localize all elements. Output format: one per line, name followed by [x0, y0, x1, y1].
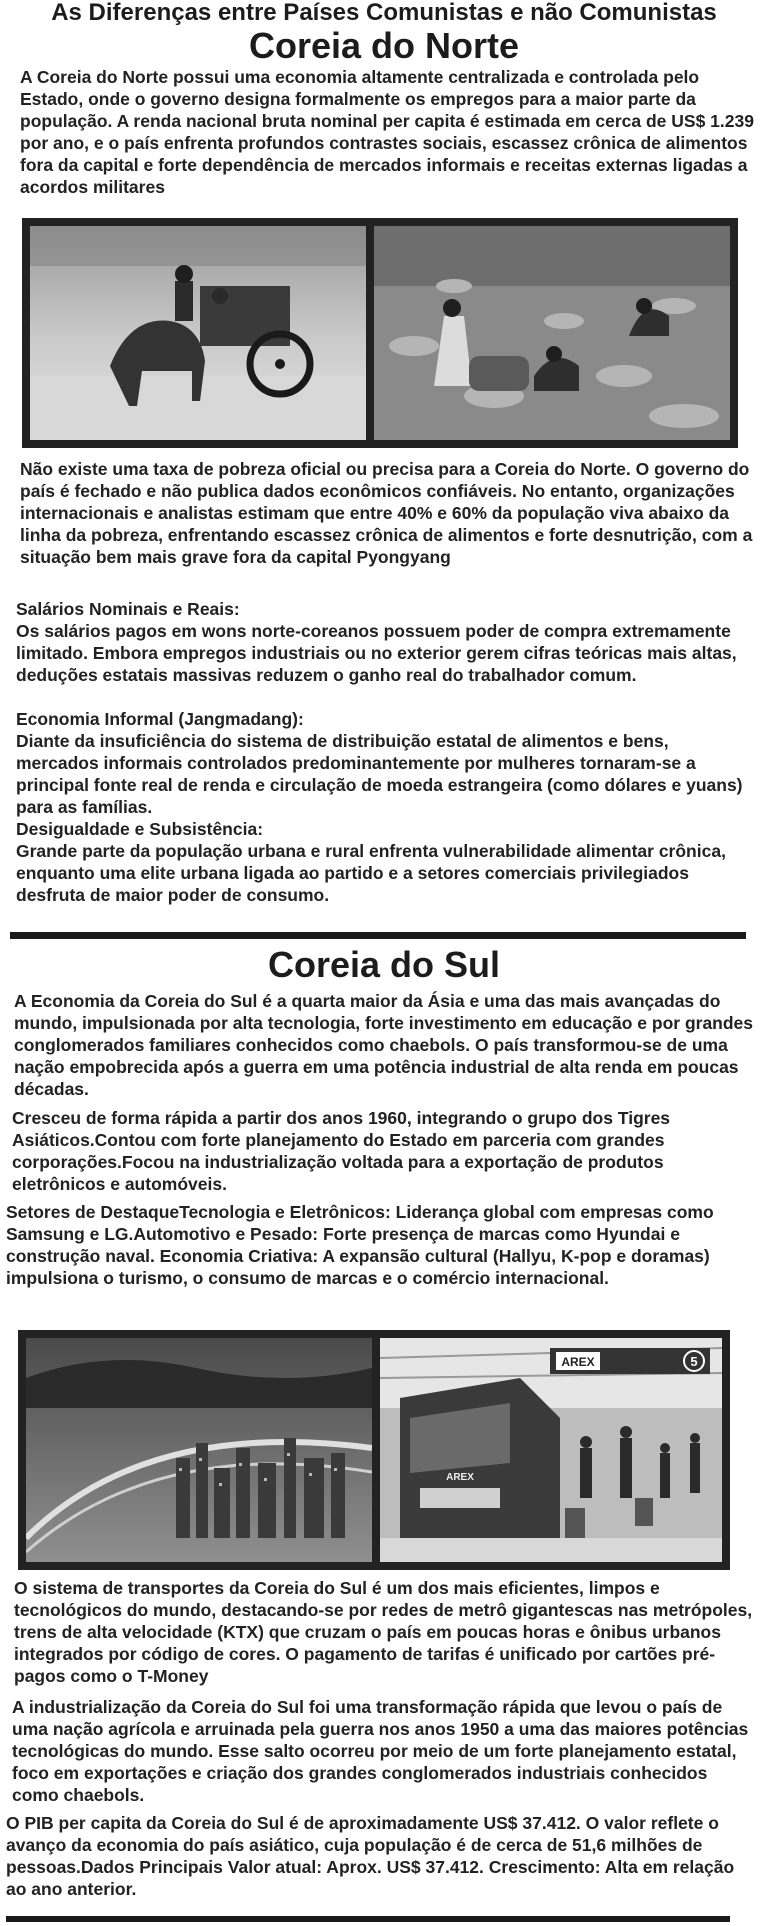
riverbed-people-photo [374, 226, 730, 440]
south-gdp-text: O PIB per capita da Coreia do Sul é de aproximadamente US$ 37.412. O valor reflete o avanço da economia do país asiático, cuja população é de cerca de 51,6 milhões de pessoas.Dados Principais Valor atual: Aprox. US$ 37.412. Crescimento: Alta em relação ao ano anterior. [6, 1813, 735, 1899]
north-inequality-heading: Desigualdade e Subsistência: [16, 819, 264, 839]
bottom-divider [6, 1916, 730, 1922]
city-night-photo [26, 1338, 372, 1562]
station-sign-logo: AREX [561, 1355, 595, 1369]
train-station-photo [380, 1338, 722, 1562]
train-logo: AREX [446, 1472, 474, 1483]
south-transport-text: O sistema de transportes da Coreia do Sul é um dos mais eficientes, limpos e tecnológicos do mundo, destacando-se por redes de metrô gigantescas nas metrópoles, trens de alta velocidade (KTX) que cruzam o país em poucas horas e ônibus urbanos integrados por código de cores. O pagamento de tarifas é unificado por cartões pré-pagos como o T-Money [14, 1578, 753, 1686]
north-wages-heading: Salários Nominais e Reais: [16, 599, 240, 619]
station-sign-number: 5 [690, 1354, 698, 1369]
page-main-title: As Diferenças entre Países Comunistas e não Comunistas [51, 0, 717, 26]
section-divider [10, 932, 746, 939]
south-photo-frame [18, 1330, 730, 1570]
north-informal-heading: Economia Informal (Jangmadang): [16, 709, 304, 729]
north-poverty-text: Não existe uma taxa de pobreza oficial ou precisa para a Coreia do Norte. O governo do país é fechado e não publica dados econômicos confiáveis. No entanto, organizações internacionais e analistas estimam que entre 40% e 60% da população viva abaixo da linha da pobreza, enfrentando escassez crônica de alimentos e forte desnutrição, com a situação bem mais grave fora da capital Pyongyang [20, 459, 753, 567]
north-photo-frame [22, 218, 738, 448]
ox-cart-photo [30, 226, 366, 440]
south-industrialization-text: A industrialização da Coreia do Sul foi uma transformação rápida que levou o país de uma nação agrícola e arruinada pela guerra nos anos 1950 a uma das maiores potências tecnológicas do mundo. Esse salto ocorreu por meio de um forte planejamento estatal, foco em exportações e criação dos grandes conglomerados industriais conhecidos como chaebols. [12, 1697, 749, 1805]
south-growth-text: Cresceu de forma rápida a partir dos anos 1960, integrando o grupo dos Tigres Asiáticos.Contou com forte planejamento do Estado em parceria com grandes corporações.Focou na industrialização voltada para a exportação de produtos eletrônicos e automóveis. [12, 1108, 671, 1194]
north-intro-text: A Coreia do Norte possui uma economia altamente centralizada e controlada pelo Estado, onde o governo designa formalmente os empregos para a maior parte da população. A renda nacional bruta nominal per capita é estimada em cerca de US$ 1.239 por ano, e o país enfrenta profundos contrastes sociais, escassez crônica de alimentos fora da capital e forte dependência de mercados informais e receitas externas ligadas a acordos militares [20, 67, 754, 197]
south-intro-text: A Economia da Coreia do Sul é a quarta maior da Ásia e uma das mais avançadas do mundo, impulsionada por alta tecnologia, forte investimento em educação e por grandes conglomerados familiares conhecidos como chaebols. O país transformou-se de uma nação empobrecida após a guerra em uma potência industrial de alta renda em poucas décadas. [14, 991, 754, 1099]
north-wages-text: Os salários pagos em wons norte-coreanos possuem poder de compra extremamente limitado. Embora empregos industriais ou no exterior gerem cifras teóricas mais altas, deduções estatais massivas reduzem o ganho real do trabalhador comum. [16, 621, 737, 685]
south-korea-title: Coreia do Sul [267, 944, 501, 985]
north-inequality-text: Grande parte da população urbana e rural enfrenta vulnerabilidade alimentar crônica, enquanto uma elite urbana ligada ao partido e a setores comerciais privilegiados desfruta de maior poder de consumo. [16, 841, 726, 905]
north-informal-text: Diante da insuficiência do sistema de distribuição estatal de alimentos e bens, mercados informais controlados predominantemente por mulheres tornaram-se a principal fonte real de renda e circulação de moeda estrangeira (como dólares e yuans) para as famílias. [16, 731, 743, 817]
south-sectors-text: Setores de DestaqueTecnologia e Eletrônicos: Liderança global com empresas como Samsung e LG.Automotivo e Pesado: Forte presença de marcas como Hyundai e construção naval. Economia Criativa: A expansão cultural (Hallyu, K-pop e doramas) impulsiona o turismo, o consumo de marcas e o comércio internacional. [6, 1202, 714, 1288]
north-korea-title: Coreia do Norte [248, 25, 520, 66]
